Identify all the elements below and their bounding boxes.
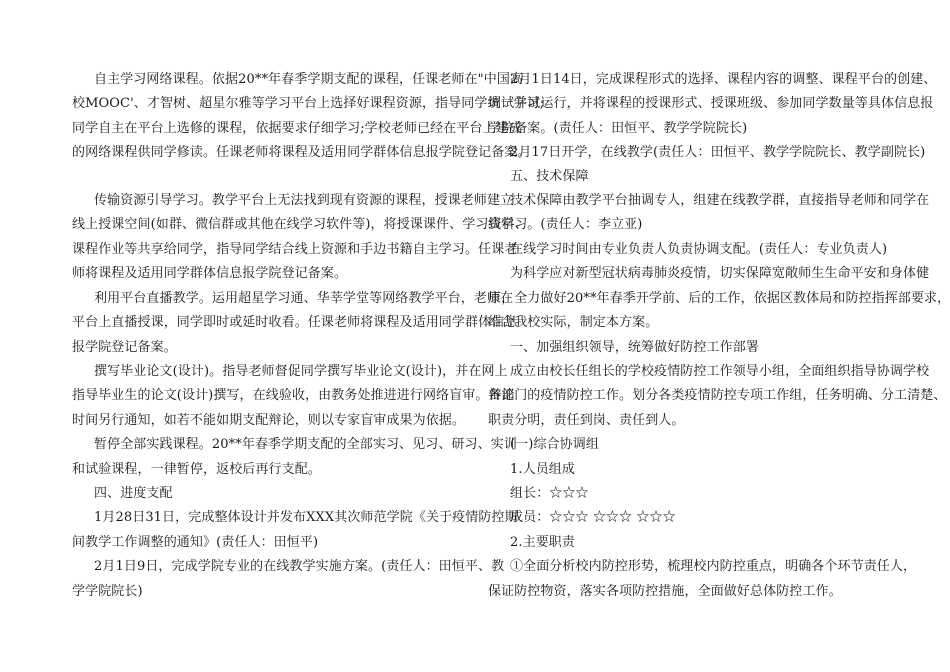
text-line: 撰写毕业论文(设计)。指导老师督促同学撰写毕业论文(设计)，并在网上 [94,364,508,379]
section-heading: 四、进度支配 [94,486,173,501]
text-line: 利用平台直播教学。运用超星学习通、华莘学堂等网络教学平台，老师在 [94,291,514,306]
text-line: 2月1日14日，完成课程形式的选择、课程内容的调整、课程平台的创建、 [510,72,937,87]
text-line: 1月28日31日，完成整体设计并发布XXX其次师范学院《关于疫情防控期 [94,510,518,525]
text-line: 指导毕业生的论文(设计)撰写，在线验收，由教务处推进进行网络盲审。辩论 [72,388,515,403]
text-line: 课程作业等共享给同学，指导同学结合线上资源和手边书籍自主学习。任课老 [72,242,518,257]
text-line: 同学自主在平台上选修的课程，依据要求仔细学习;学校老师已经在平台上建成 [72,121,522,136]
text-line: 各部门的疫情防控工作。划分各类疫情防控专项工作组，任务明确、分工清楚、 [488,388,947,403]
text-line: 2月1日9日，完成学院专业的在线教学实施方案。(责任人：田恒平、教 [94,559,505,574]
text-line: 为科学应对新型冠状病毒肺炎疫情，切实保障宽敞师生生命平安和身体健 [510,266,930,281]
text-line: 成员：☆☆☆ ☆☆☆ ☆☆☆ [510,510,676,525]
text-line: ①全面分析校内防控形势，梳理校内防控重点，明确各个环节责任人， [510,559,917,574]
section-heading: 五、技术保障 [510,169,589,184]
text-line: 学院备案。(责任人：田恒平、教学学院院长) [488,121,748,136]
text-line: 保证防控物资，落实各项防控措施，全面做好总体防控工作。 [488,584,842,599]
text-line: 师将课程及适用同学群体信息报学院登记备案。 [72,266,348,281]
text-line: 组长：☆☆☆ [510,486,589,501]
text-line: 技术保障由教学平台抽调专人，组建在线教学群，直接指导老师和同学在 [510,193,930,208]
text-line: 平台上直播授课，同学即时或延时收看。任课老师将课程及适用同学群体信息 [72,315,518,330]
text-line: 自主学习网络课程。依据20**年春季学期支配的课程，任课老师在"中国高 [94,72,524,87]
text-line: 在线学习时间由专业负责人负责协调支配。(责任人：专业负责人) [510,242,888,257]
text-line: 线学习。(责任人：李立亚) [488,217,643,232]
text-line: 职责分明，责任到岗、责任到人。 [488,413,685,428]
text-line: 线上授课空间(如群、微信群或其他在线学习软件等)，将授课课件、学习资料、 [72,217,528,232]
text-line: 康，全力做好20**年春季开学前、后的工作，依据区教体局和防控指挥部要求， [488,291,950,306]
text-line: 成立由校长任组长的学校疫情防控工作领导小组，全面组织指导协调学校 [510,364,930,379]
text-line: 间教学工作调整的通知》(责任人：田恒平) [72,535,319,550]
section-heading: 一、加强组织领导，统筹做好防控工作部署 [510,340,759,355]
text-line: 校MOOC'、才智树、超星尔雅等学习平台上选择好课程资源，指导同学统一学习; [72,96,545,111]
text-line: 2月17日开学，在线教学(责任人：田恒平、教学学院院长、教学副院长) [510,145,926,160]
text-line: 学学院院长) [72,584,143,599]
text-line: 和试验课程，一律暂停，返校后再行支配。 [72,462,321,477]
text-line: 的网络课程供同学修读。任课老师将课程及适用同学群体信息报学院登记备案。 [72,145,531,160]
text-line: 暂停全部实践课程。20**年春季学期支配的全部实习、见习、研习、实训 [94,437,517,452]
text-line: 时间另行通知，如若不能如期支配辩论，则以专家盲审成果为依据。 [72,413,466,428]
text-line: 1.人员组成 [510,462,576,477]
text-line: 结合我校实际，制定本方案。 [488,315,659,330]
subsection-heading: (一)综合协调组 [510,437,599,452]
text-line: 报学院登记备案。 [72,340,177,355]
text-line: 2.主要职责 [510,535,576,550]
text-line: 调试并试运行，并将课程的授课形式、授课班级、参加同学数量等具体信息报 [488,96,934,111]
text-line: 传输资源引导学习。教学平台上无法找到现有资源的课程，授课老师建立 [94,193,514,208]
